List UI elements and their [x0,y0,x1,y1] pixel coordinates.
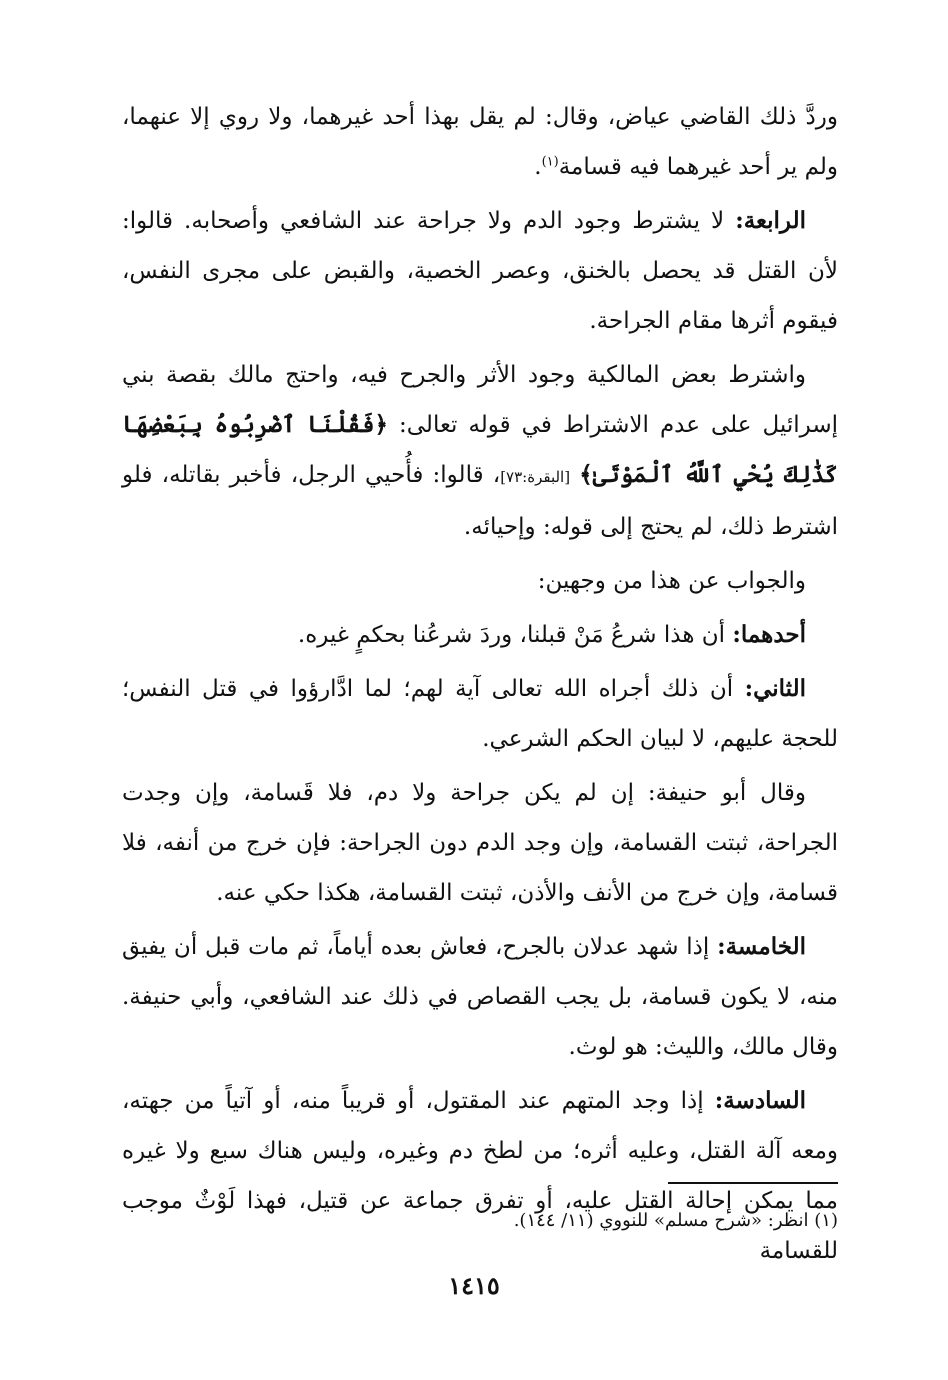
section-label: الرابعة: [735,207,806,234]
paragraph-second [122,664,838,764]
paragraph-1 [122,92,838,192]
footnote-text: انظر: «شرح مسلم» للنووي (١١/ ١٤٤). [513,1210,809,1231]
paragraph-text: إذا شهد عدلان بالجرح، فعاش بعده أياماً، ثم مات قبل أن يفيق منه، لا يكون قسامة، بل يجب القصاص في ذلك عند الشافعي، وأبي حنيفة. وقال مالك، والليث: هو لوث. [122,934,838,1060]
section-label: السادسة: [714,1087,806,1114]
paragraph-text: وردَّ ذلك القاضي عياض، وقال: لم يقل بهذا أحد غيرهما، ولا روي إلا عنهما، ولم ير أحد غيرهما فيه قسامة [122,104,838,180]
verse-reference: [البقرة:٧٣] [500,468,571,486]
footnote-marker[interactable]: (١) [541,154,559,170]
quran-verse: ﴿فَقُلْنَا ٱضْرِبُوهُ بِبَعْضِهَا كَذَٰلِكَ يُحْيِ ٱللَّهُ ٱلْمَوْتَىٰ﴾ [122,411,839,488]
paragraph-text: لا يشترط وجود الدم ولا جراحة عند الشافعي وأصحابه. قالوا: لأن القتل قد يحصل بالخنق، وعصر الخصية، والقبض على مجرى النفس، فيقوم أثرها مقام الجراحة. [122,208,838,334]
paragraph-abu-hanifa [122,768,838,918]
page-number: ١٤١٥ [448,1271,500,1300]
footnote-separator [668,1182,838,1184]
paragraph-text: إذا وجد المتهم عند المقتول، أو قريباً منه، أو آتياً من جهته، ومعه آلة القتل، وعليه أثره؛ من لطخ دم وغيره، وليس هناك سبع ولا غيره مما يمكن إحالة القتل عليه، أو تفرق جماعة عن قتيل، فهذا لَوْثٌ موجب للقسامة [122,1088,838,1264]
paragraph-answer [122,556,838,606]
section-label: أحدهما: [732,621,806,648]
paragraph-rabiah [122,196,838,346]
paragraph-text: وقال أبو حنيفة: إن لم يكن جراحة ولا دم، فلا قَسامة، وإن وجدت الجراحة، ثبتت القسامة، وإن وجد الدم دون الجراحة: فإن خرج من أنفه، فلا قسامة، وإن خرج من الأنف والأذن، ثبتت القسامة، هكذا حكي عنه. [122,780,838,906]
section-label: الثاني: [744,675,807,702]
paragraph-text: والجواب عن هذا من وجهين: [537,568,806,594]
paragraph-tail: ، قالوا: فأُحيي الرجل، فأخبر بقاتله، فلو اشترط ذلك، لم يحتج إلى قوله: وإحيائه. [122,462,838,540]
paragraph-first [122,610,838,660]
paragraph-tail: . [534,154,542,180]
footnote-number: (١) [814,1210,838,1231]
paragraph-text: أن هذا شرعُ مَنْ قبلنا، وردَ شرعُنا بحكمٍ غيره. [297,622,726,648]
footnote [122,1206,838,1236]
paragraph-malikiyya [122,350,838,552]
paragraph-text: أن ذلك أجراه الله تعالى آية لهم؛ لما ادَّارؤوا في قتل النفس؛ للحجة عليهم، لا لبيان الحكم الشرعي. [122,676,838,752]
page-body [122,92,838,1280]
section-label: الخامسة: [717,933,807,960]
paragraph-text: واشترط بعض المالكية وجود الأثر والجرح فيه، واحتج مالك بقصة بني إسرائيل على عدم الاشتراط في قوله تعالى: [122,362,839,438]
paragraph-sadisa [122,1076,838,1276]
paragraph-khamisa [122,922,838,1072]
